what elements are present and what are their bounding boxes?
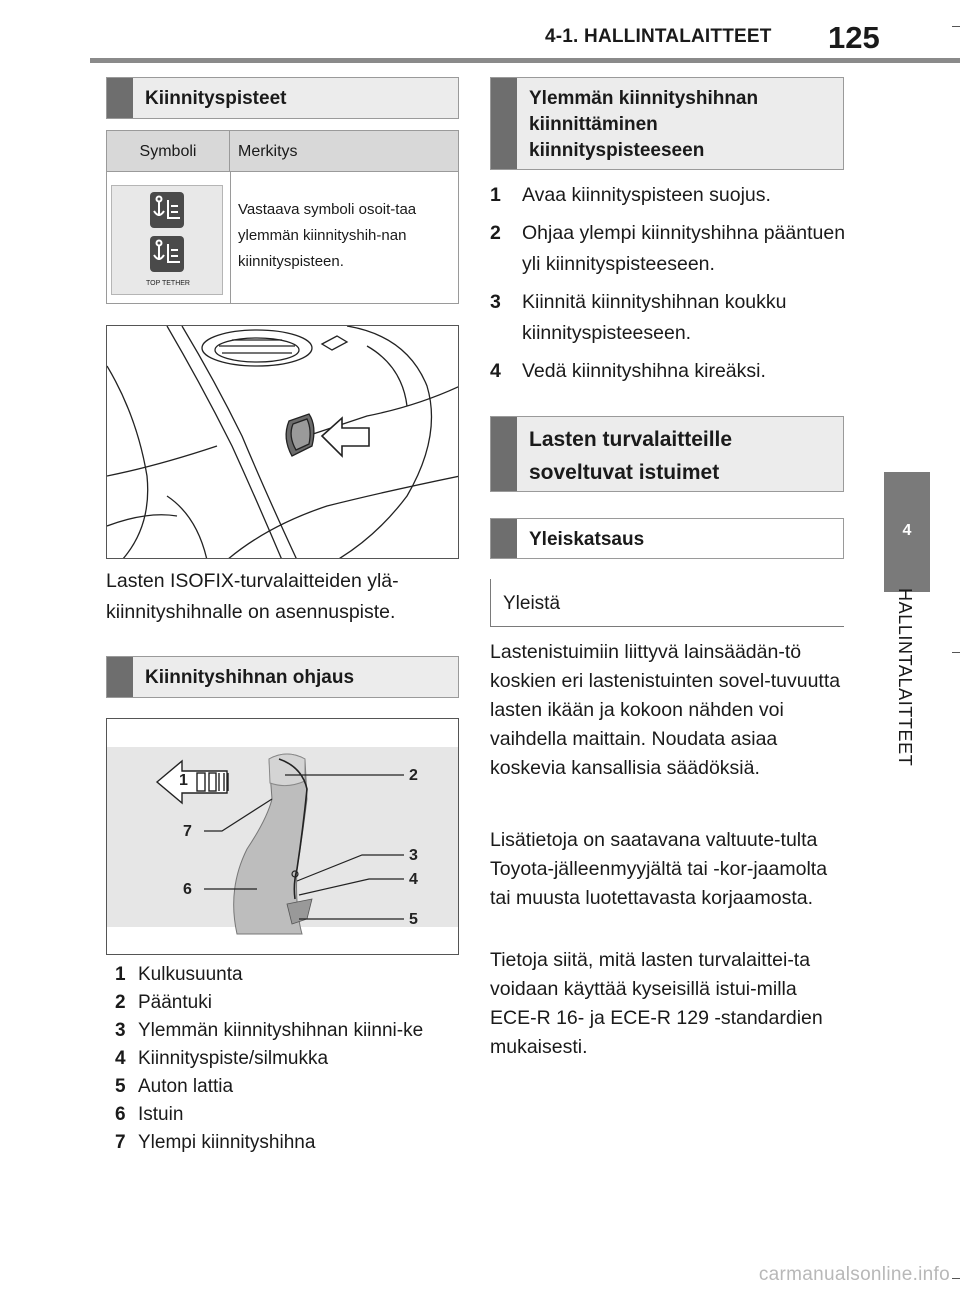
heading-bar [491, 78, 517, 169]
tether-routing-illustration [107, 719, 459, 955]
subheading-yleista [490, 579, 844, 627]
callout-6: 6 [183, 881, 192, 898]
list-item: 4 Vedä kiinnityshihna kireäksi. [490, 360, 766, 382]
paragraph-ece-standards: Tietoja siitä, mitä lasten turvalaittei-ta voidaan käyttää kyseisillä istui-milla ECE-R 16- ja ECE-R 129 -standardien mukaisesti. [490, 949, 823, 1058]
chapter-tab [884, 472, 930, 592]
list-item: 5 Auton lattia [115, 1076, 234, 1097]
section-heading-kiinnityshihnan-ohjaus [106, 656, 459, 698]
list-item: 6 Istuin [115, 1104, 184, 1125]
subheading-text: Yleistä [503, 593, 561, 614]
callout-2: 2 [409, 767, 418, 784]
table-divider [230, 172, 231, 303]
running-header: 4-1. HALLINTALAITTEET [545, 26, 772, 47]
symbol-table [106, 130, 459, 304]
list-item: 1 Kulkusuunta [115, 964, 243, 985]
top-tether-icon [112, 186, 224, 296]
list-item: 3 Kiinnitä kiinnityshihnan koukku kiinnityspisteeseen. [490, 291, 787, 344]
list-item: 3 Ylemmän kiinnityshihnan kiinni-ke [115, 1020, 424, 1041]
heading-bar [107, 657, 133, 697]
section-heading-text: Lasten turvalaitteille soveltuvat istuimet [529, 428, 733, 484]
section-heading-text: Kiinnityshihnan ohjaus [145, 667, 355, 688]
top-tether-symbol [111, 185, 223, 295]
callout-4: 4 [409, 871, 418, 888]
list-item: 2 Ohjaa ylempi kiinnityshihna pääntuen yli kiinnityspisteeseen. [490, 222, 846, 275]
callout-1: 1 [179, 772, 188, 789]
crop-mark [952, 1278, 960, 1279]
figure1-caption: Lasten ISOFIX-turvalaitteiden ylä-kiinnityshihnalle on asennuspiste. [106, 570, 399, 623]
chapter-tab-number: 4 [902, 522, 912, 539]
crop-mark [952, 652, 960, 653]
section-heading-text: Kiinnityspisteet [145, 88, 287, 109]
symbol-meaning-text: Vastaava symboli osoit-taa ylemmän kiinnityshih-nan kiinnityspisteen. [238, 201, 417, 270]
table-header-meaning: Merkitys [230, 131, 458, 172]
top-tether-caption: TOP TETHER [146, 280, 190, 287]
table-header-symbol: Symboli [107, 131, 230, 172]
list-item: 4 Kiinnityspiste/silmukka [115, 1048, 329, 1069]
chapter-tab-label: HALLINTALAITTEET [895, 588, 915, 767]
heading-bar [491, 417, 517, 491]
figure-anchor-point [106, 325, 459, 559]
header-rule [90, 58, 960, 63]
section-heading-soveltuvat-istuimet [490, 416, 844, 492]
list-item: 2 Pääntuki [115, 992, 212, 1013]
section-heading-yleiskatsaus [490, 518, 844, 559]
heading-bar [107, 78, 133, 118]
subheading-bar [490, 579, 491, 627]
section-heading-text: Yleiskatsaus [529, 529, 645, 550]
section-heading-kiinnityspisteet [106, 77, 459, 119]
paragraph-legislation: Lastenistuimiin liittyvä lainsäädän-tö koskien eri lastenistuinten sovel-tuvuutta lasten ikään ja kokoon nähden voi vaihdella maittain. Noudata asiaa koskevia kansallisia säädöksiä. [490, 641, 841, 779]
list-item: 7 Ylempi kiinnityshihna [115, 1132, 316, 1153]
section-heading-text: Ylemmän kiinnityshihnan kiinnittäminen kiinnityspisteeseen [529, 88, 759, 161]
page-number: 125 [828, 20, 880, 55]
installation-steps [490, 180, 850, 394]
callout-3: 3 [409, 847, 418, 864]
watermark: carmanualsonline.info [758, 1264, 950, 1285]
crop-mark [952, 26, 960, 27]
heading-bar [491, 519, 517, 558]
callout-5: 5 [409, 911, 418, 928]
anchor-point-illustration [107, 326, 459, 559]
list-item: 1 Avaa kiinnityspisteen suojus. [490, 184, 771, 206]
section-heading-kiinnittaminen [490, 77, 844, 170]
callout-7: 7 [183, 823, 192, 840]
paragraph-more-info: Lisätietoja on saatavana valtuute-tulta Toyota-jälleenmyyjältä tai -kor-jaamolta tai muusta luotettavasta korjaamosta. [490, 829, 828, 909]
figure2-legend [115, 962, 455, 1158]
figure-tether-routing [106, 718, 459, 955]
